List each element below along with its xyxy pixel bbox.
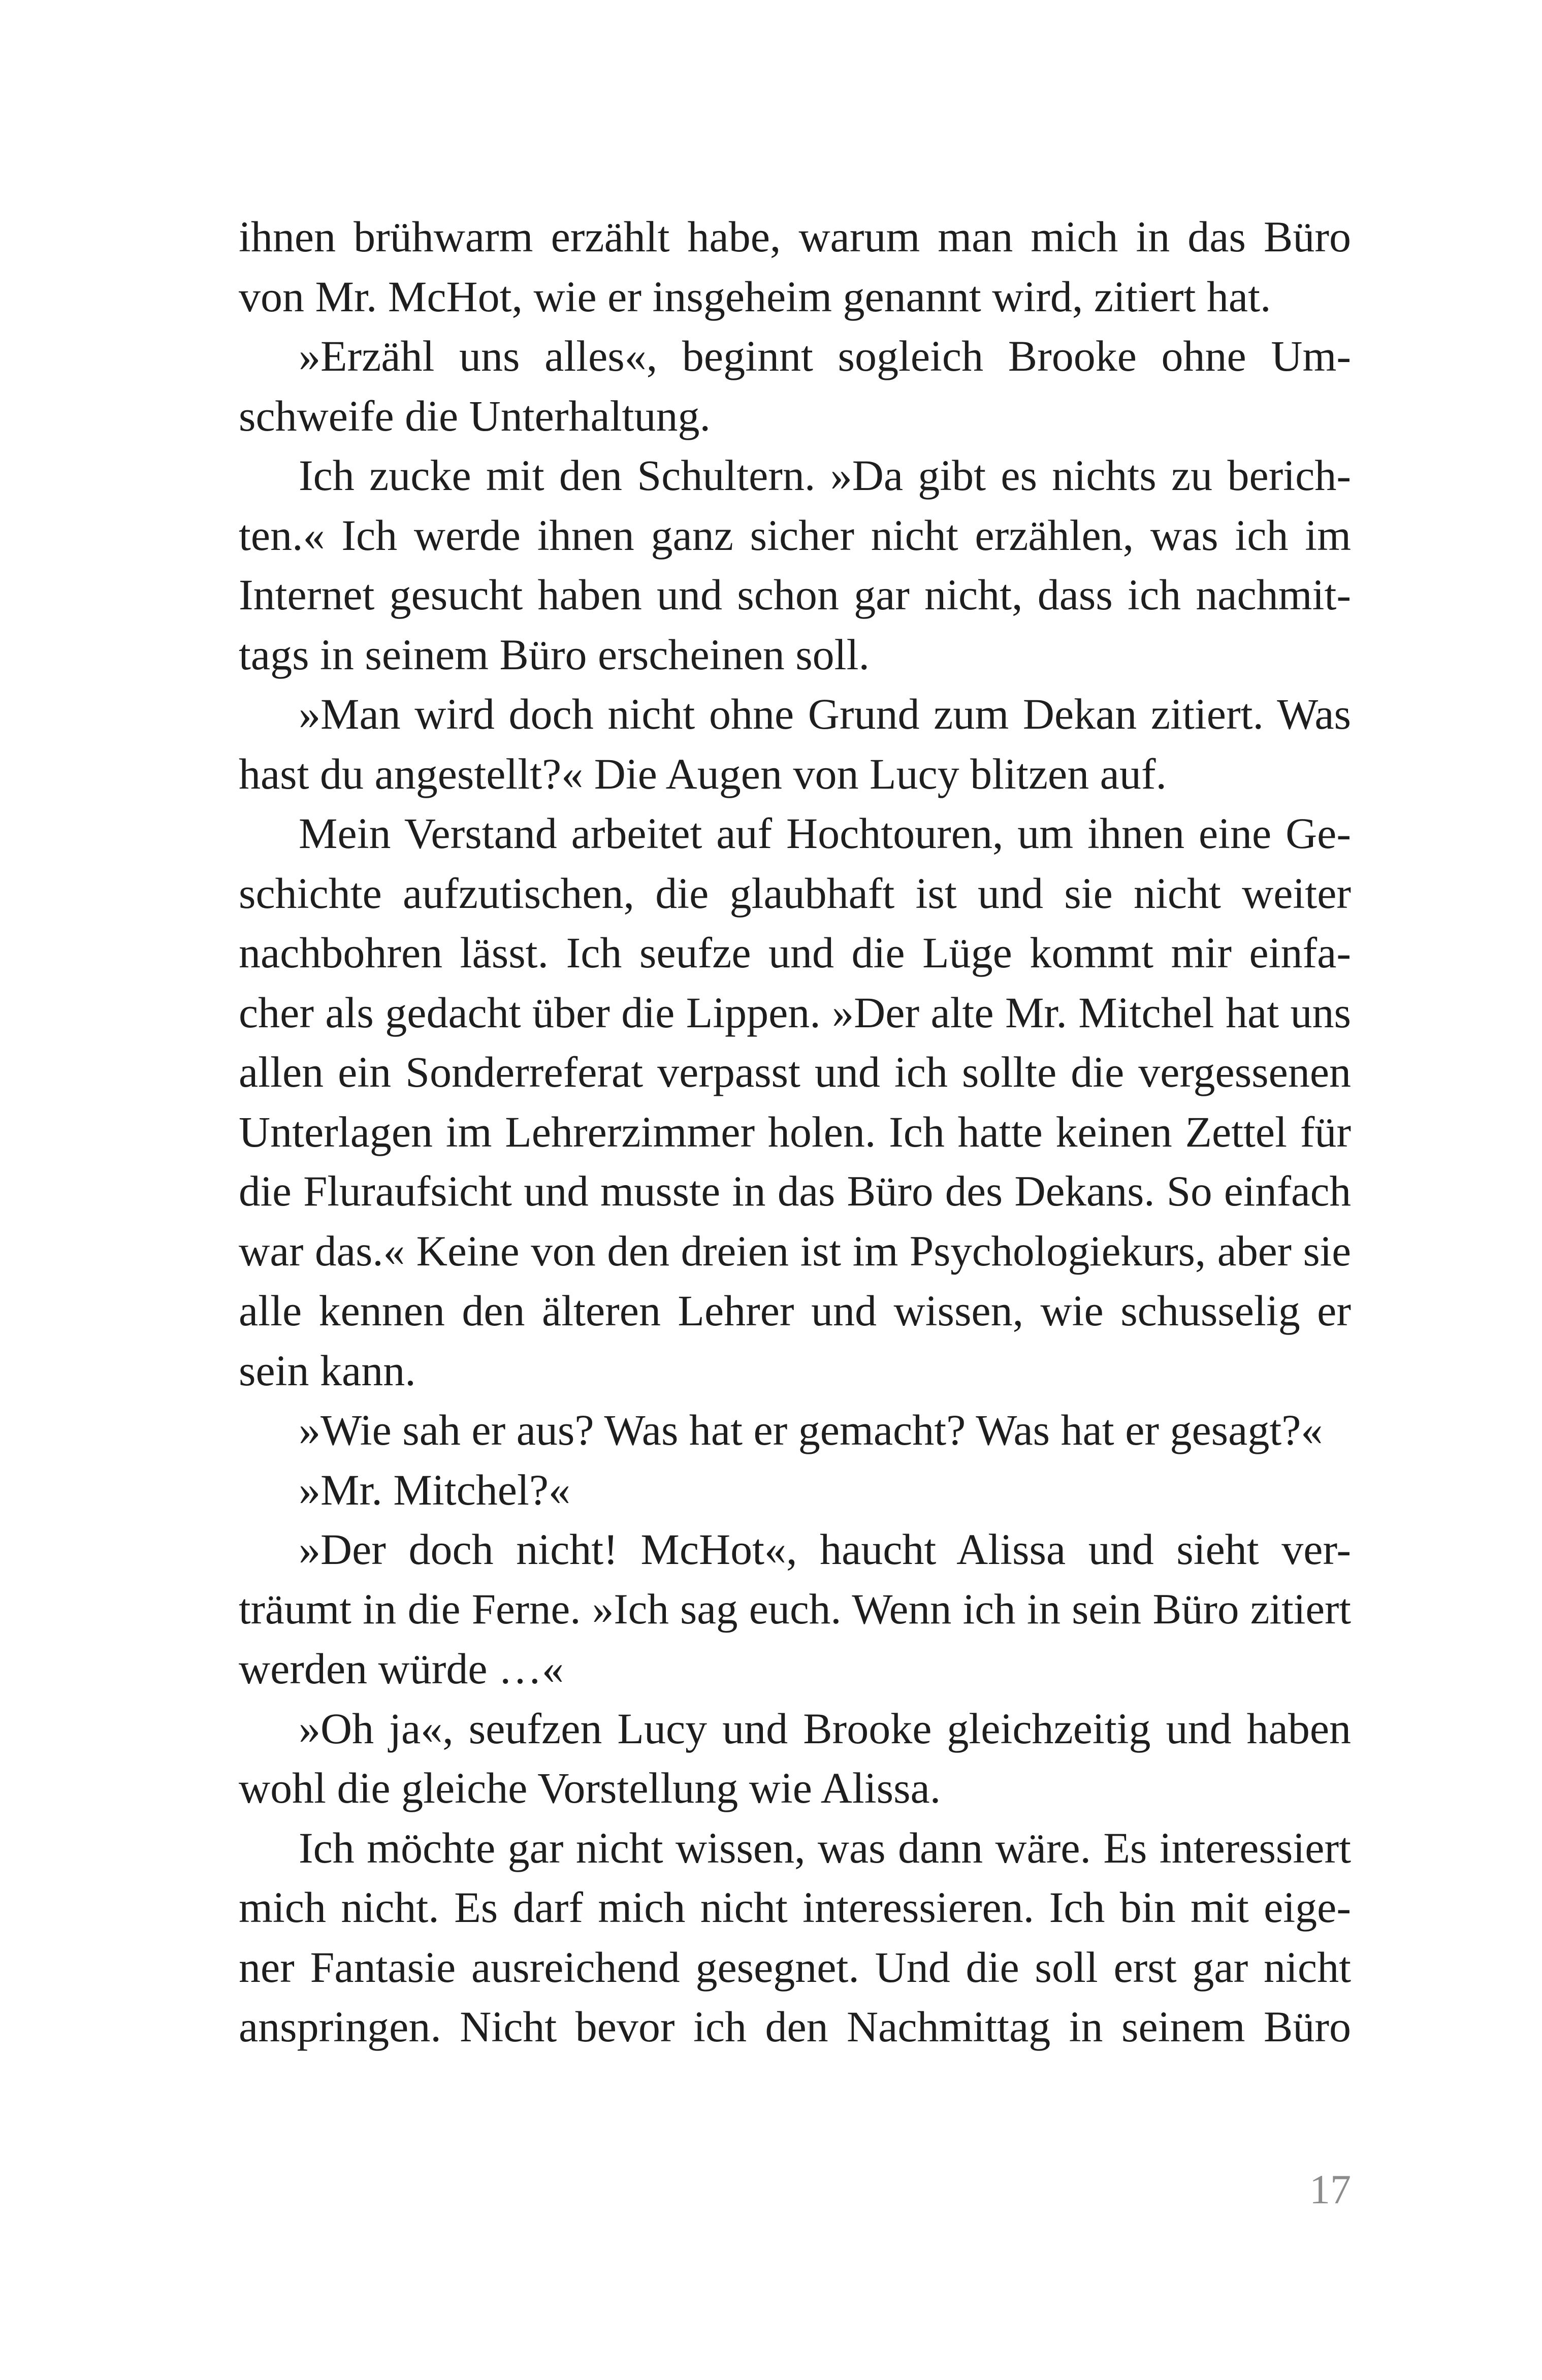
text-line: »Der doch nicht! McHot«, haucht Alissa und sieht ver-	[299, 1525, 1351, 1574]
text-line: nachbohren lässt. Ich seufze und die Lüge kommt mir einfa-	[239, 928, 1351, 977]
text-line: schweife die Unterhaltung.	[239, 391, 711, 440]
text-line: »Man wird doch nicht ohne Grund zum Dekan zitiert. Was	[299, 690, 1351, 738]
text-line: Ich zucke mit den Schultern. »Da gibt es nichts zu berich-	[299, 451, 1351, 500]
text-line: von Mr. McHot, wie er insgeheim genannt wird, zitiert hat.	[239, 272, 1271, 321]
text-line: Unterlagen im Lehrerzimmer holen. Ich hatte keinen Zettel für	[239, 1107, 1351, 1156]
text-line: Ich möchte gar nicht wissen, was dann wäre. Es interessiert	[299, 1823, 1351, 1872]
text-line: Internet gesucht haben und schon gar nicht, dass ich nachmit-	[239, 570, 1351, 619]
text-line: »Mr. Mitchel?«	[299, 1465, 571, 1514]
text-line: allen ein Sonderreferat verpasst und ich sollte die vergessenen	[239, 1048, 1351, 1096]
text-line: cher als gedacht über die Lippen. »Der alte Mr. Mitchel hat uns	[239, 988, 1351, 1037]
text-line: »Erzähl uns alles«, beginnt sogleich Brooke ohne Um-	[299, 332, 1351, 380]
text-line: ihnen brühwarm erzählt habe, warum man mich in das Büro	[239, 212, 1351, 261]
text-line: sein kann.	[239, 1346, 416, 1395]
text-line: die Fluraufsicht und musste in das Büro des Dekans. So einfach	[239, 1167, 1351, 1215]
text-line: werden würde …«	[239, 1644, 564, 1693]
text-line: ten.« Ich werde ihnen ganz sicher nicht erzählen, was ich im	[239, 510, 1351, 560]
text-line: »Oh ja«, seufzen Lucy und Brooke gleichzeitig und haben	[299, 1704, 1351, 1753]
text-line: war das.« Keine von den dreien ist im Psychologiekurs, aber sie	[239, 1227, 1351, 1275]
text-line: ner Fantasie ausreichend gesegnet. Und die soll erst gar nicht	[239, 1942, 1351, 1992]
text-line: träumt in die Ferne. »Ich sag euch. Wenn ich in sein Büro zitiert	[239, 1585, 1351, 1633]
page-number: 17	[1309, 2166, 1351, 2212]
text-line: schichte aufzutischen, die glaubhaft ist und sie nicht weiter	[239, 868, 1351, 918]
text-line: alle kennen den älteren Lehrer und wissen, wie schusselig er	[239, 1286, 1351, 1335]
text-line: »Wie sah er aus? Was hat er gemacht? Was hat er gesagt?«	[299, 1406, 1323, 1454]
text-line: wohl die gleiche Vorstellung wie Alissa.	[239, 1764, 941, 1812]
text-line: Mein Verstand arbeitet auf Hochtouren, um ihnen eine Ge-	[299, 809, 1351, 858]
text-line: anspringen. Nicht bevor ich den Nachmittag in seinem Büro	[239, 2002, 1351, 2051]
book-page-text	[239, 207, 1351, 2057]
text-line: mich nicht. Es darf mich nicht interessieren. Ich bin mit eige-	[239, 1883, 1351, 1932]
text-line: hast du angestellt?« Die Augen von Lucy blitzen auf.	[239, 749, 1167, 798]
text-line: tags in seinem Büro erscheinen soll.	[239, 630, 870, 679]
